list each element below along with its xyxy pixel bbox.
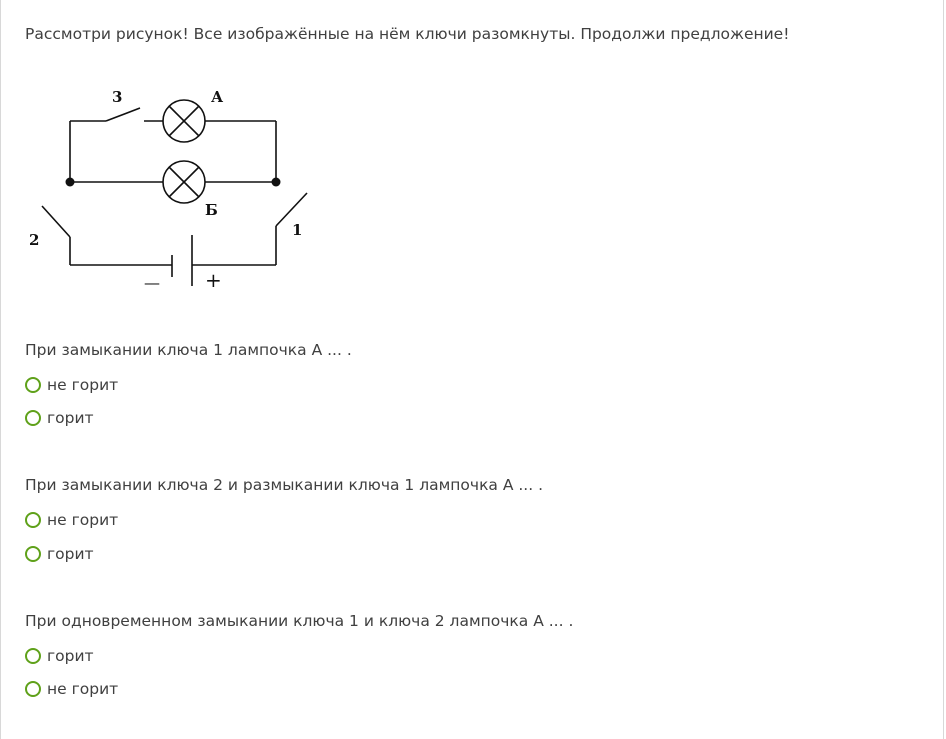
option-label: горит — [47, 647, 94, 665]
circuit-diagram — [20, 80, 320, 300]
lamp-a — [163, 100, 205, 142]
lamp-b-label: Б — [205, 201, 218, 219]
option-label: горит — [47, 409, 94, 427]
radio-button[interactable] — [25, 377, 41, 393]
switch-1-label: 1 — [292, 221, 303, 239]
option-label: не горит — [47, 680, 119, 698]
radio-button[interactable] — [25, 546, 41, 562]
question-1-text: При замыкании ключа 1 лампочка А ... . — [25, 341, 352, 359]
radio-button[interactable] — [25, 681, 41, 697]
switch-2-label: 2 — [29, 231, 40, 249]
question-2-option-1[interactable] — [25, 509, 118, 531]
question-3-text: При одновременном замыкании ключа 1 и ключа 2 лампочка А ... . — [25, 612, 574, 630]
question-2-text: При замыкании ключа 2 и размыкании ключа 1 лампочка А ... . — [25, 476, 544, 494]
question-3-option-1[interactable] — [25, 645, 94, 667]
switch-3-label: 3 — [112, 88, 123, 106]
lamp-a-label: А — [211, 88, 224, 106]
lamp-b — [163, 161, 205, 203]
radio-button[interactable] — [25, 648, 41, 664]
question-1-option-2[interactable] — [25, 407, 94, 429]
switch-2-blade — [42, 206, 70, 237]
question-2-option-2[interactable] — [25, 543, 94, 565]
radio-button[interactable] — [25, 410, 41, 426]
option-label: горит — [47, 545, 94, 563]
junction-right — [272, 178, 281, 187]
junction-left — [66, 178, 75, 187]
question-3-option-2[interactable] — [25, 678, 118, 700]
question-1-option-1[interactable] — [25, 374, 118, 396]
battery-plus-label: + — [205, 268, 222, 292]
task-instruction: Рассмотри рисунок! Все изображённые на нём ключи разомкнуты. Продолжи предложение! — [25, 25, 790, 43]
option-label: не горит — [47, 511, 119, 529]
radio-button[interactable] — [25, 512, 41, 528]
battery-minus-label: — — [144, 273, 160, 292]
switch-3-blade — [106, 108, 140, 121]
option-label: не горит — [47, 376, 119, 394]
